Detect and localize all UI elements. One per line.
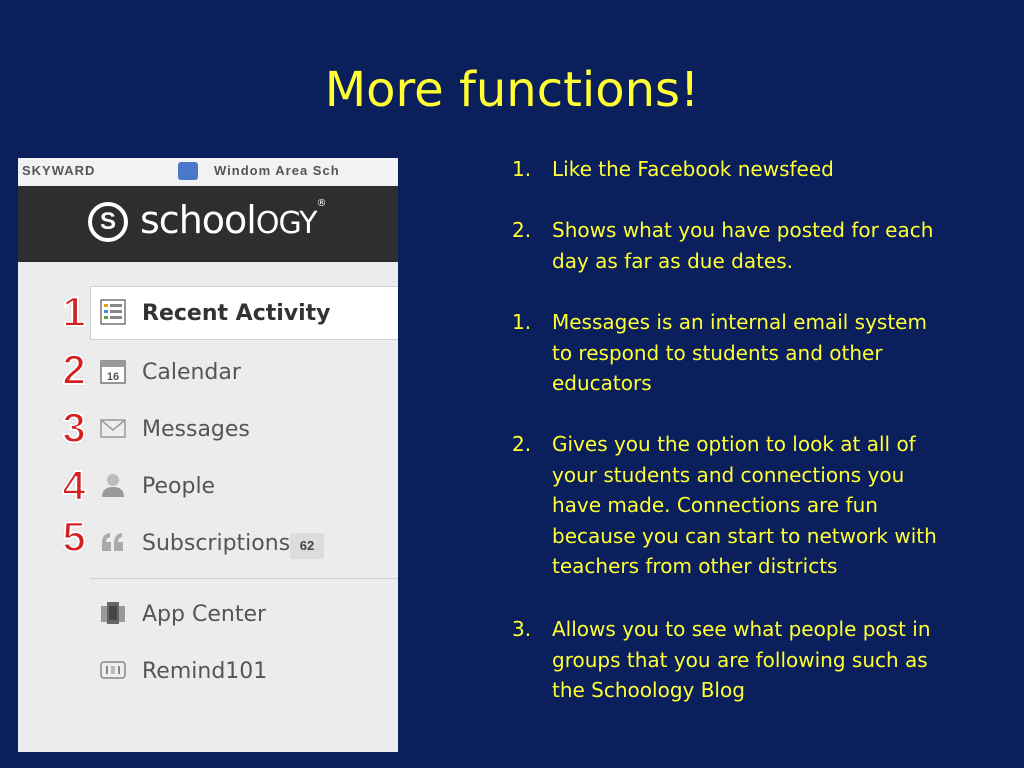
logo-text-caps: OGY	[255, 206, 317, 241]
menu-label: People	[142, 474, 216, 499]
menu-item-people[interactable]	[100, 466, 390, 506]
list-item-number: 3.	[512, 617, 532, 641]
menu-item-app-center[interactable]	[100, 594, 390, 634]
list-item-text: Like the Facebook newsfeed	[552, 157, 834, 181]
subscriptions-count-badge: 62	[290, 533, 324, 559]
slide-title: More functions!	[324, 62, 700, 118]
logo-text-main: school	[140, 198, 256, 242]
menu-item-subscriptions[interactable]	[100, 523, 390, 563]
app-center-icon	[100, 600, 126, 626]
person-icon	[100, 472, 126, 498]
list-item-number: 1.	[512, 310, 532, 334]
menu-divider	[90, 578, 398, 579]
list-item-number: 1.	[512, 157, 532, 181]
menu-label: Calendar	[142, 360, 241, 385]
callout-number-3: 3	[62, 404, 86, 451]
list-item-text: Gives you the option to look at all of your students and connections you have made. Connections are fun because you can start to network with teachers from other districts	[552, 432, 937, 578]
schoology-header	[18, 186, 398, 262]
list-item-number: 2.	[512, 218, 532, 242]
menu-label: Messages	[142, 417, 250, 442]
list-item-text: Shows what you have posted for each day as far as due dates.	[552, 218, 934, 273]
callout-number-2: 2	[62, 346, 86, 393]
menu-item-remind101[interactable]	[100, 651, 390, 691]
bookmark-windom[interactable]: Windom Area Sch	[214, 163, 340, 178]
menu-item-recent-activity[interactable]	[100, 293, 390, 333]
list-item-text: Messages is an internal email system to respond to students and other educators	[552, 310, 927, 395]
calendar-day: 16	[106, 371, 120, 383]
calendar-icon	[100, 358, 126, 384]
bookmark-icon	[178, 162, 198, 180]
list-item-number: 2.	[512, 432, 532, 456]
callout-number-4: 4	[62, 462, 86, 509]
schoology-screenshot	[18, 158, 398, 752]
menu-item-messages[interactable]	[100, 409, 390, 449]
menu-label: Subscriptions	[142, 531, 291, 556]
quote-icon	[100, 529, 126, 555]
remind-icon	[100, 657, 126, 683]
menu-label: Remind101	[142, 659, 268, 684]
list-item-text: Allows you to see what people post in groups that you are following such as the Schoology Blog	[552, 617, 931, 702]
bookmark-skyward[interactable]: SKYWARD	[22, 163, 96, 178]
callout-number-5: 5	[62, 513, 86, 560]
recent-activity-icon	[100, 299, 126, 325]
menu-item-calendar[interactable]	[100, 352, 390, 392]
browser-bookmarks-bar	[18, 158, 398, 186]
logo-registered: ®	[316, 198, 326, 209]
menu-label: Recent Activity	[142, 301, 331, 326]
envelope-icon	[100, 415, 126, 441]
callout-number-1: 1	[62, 288, 86, 335]
menu-label: App Center	[142, 602, 267, 627]
schoology-logo-text	[140, 198, 326, 242]
schoology-logo-mark: S	[88, 202, 128, 242]
